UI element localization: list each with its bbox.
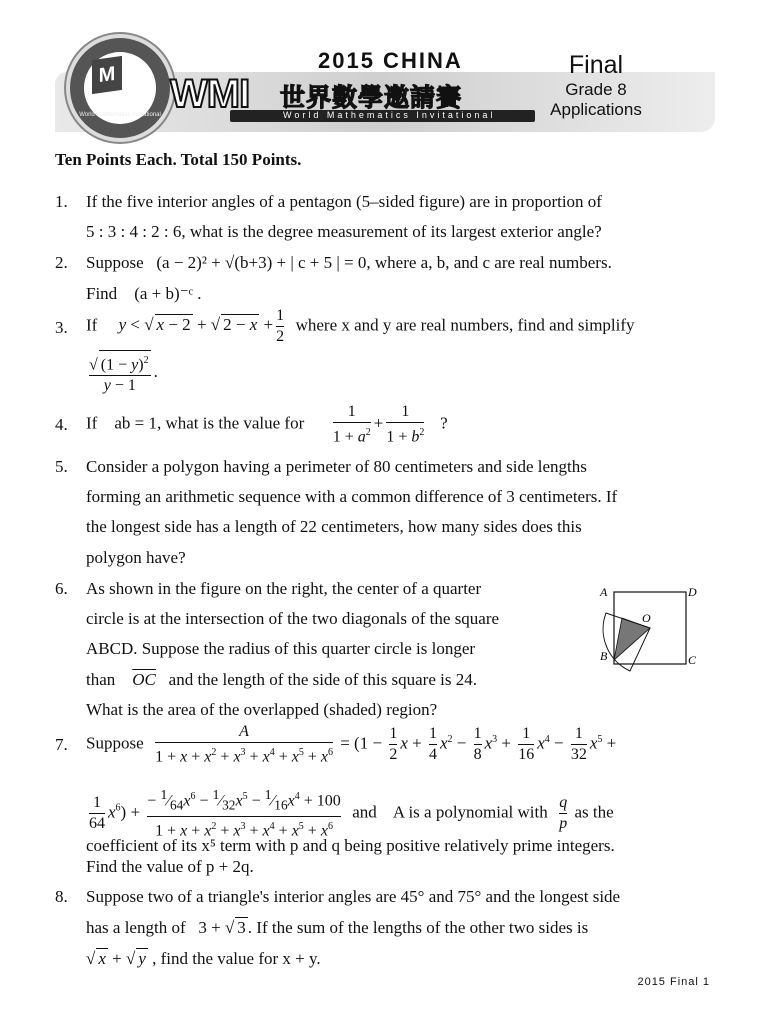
logo-ring-text: World Mathematics Invitational <box>79 112 161 118</box>
q7-line3: coefficient of its x⁵ term with p and q being positive relatively prime integers. <box>86 836 615 855</box>
q7-number: 7. <box>55 735 68 754</box>
q5-line2: forming an arithmetic sequence with a common difference of 3 centimeters. If <box>86 487 618 506</box>
q6-line2: circle is at the intersection of the two diagonals of the square <box>86 609 500 628</box>
q5-number: 5. <box>55 457 68 476</box>
header-chinese-title: 世界數學邀請賽 <box>280 83 463 112</box>
q2-find-expression: (a + b)⁻ᶜ . <box>134 284 202 303</box>
header-year: 2015 CHINA <box>318 48 463 73</box>
header-wmi: WMI <box>170 72 250 116</box>
q7-line1: Suppose $\frac{A}{1 + x + x^2 + x^3 + x^4 + x^5 + x^6}$ = (1 − $\frac{1}{2}$ x + $\frac{1}{4}$ $x^2$ − $\frac{1}{8}$ $x^3$ + $\frac{1}{16}$ $x^4$ − $\frac{1}{32}$ $x^5$ + <box>86 723 617 766</box>
q5-line1: Consider a polygon having a perimeter of 80 centimeters and side lengths <box>86 457 587 476</box>
header-info <box>540 50 652 120</box>
q7-line4: Find the value of p + 2q. <box>86 857 254 876</box>
q3-line2: $\frac{√ (1 - y)^2}{y - 1}$ . <box>86 350 158 396</box>
q2-expression: (a − 2)² + √(b+3) + | c + 5 | = 0 <box>156 253 367 272</box>
q1-number: 1. <box>55 192 68 211</box>
label-d: D <box>688 585 697 599</box>
q5-line3: the longest side has a length of 22 centimeters, how many sides does this <box>86 517 582 536</box>
label-b: B <box>600 649 608 663</box>
page-footer: 2015 Final 1 <box>637 976 710 988</box>
q7-line2: $\frac{1}{64}$ $x^6$) + $\frac{- ^1⁄_{64}x^6 - ^1⁄_{32}x^5 - ^1⁄_{16}x^4 + 100}{1 + x + x^2 + x^3 + x^4 + x^5 + x^6}$ and A is a polynomial with $\frac{q}{p}$ as the <box>89 788 614 839</box>
wmi-logo <box>70 38 170 138</box>
header-subtitle: World Mathematics Invitational <box>283 110 496 120</box>
q1-line2: 5 : 3 : 4 : 2 : 6, what is the degree measurement of its largest exterior angle? <box>86 222 602 241</box>
q4-line1: If ab = 1, what is the value for $\frac{1}{1 + a^2}$ + $\frac{1}{1 + b^2}$ ? <box>86 403 448 446</box>
q1-line1: If the five interior angles of a pentagon (5–sided figure) are in proportion of <box>86 192 602 211</box>
label-o: O <box>642 611 651 625</box>
q8-line2: has a length of 3 + √ 3 . If the sum of the lengths of the other two sides is <box>86 918 589 937</box>
q8-line3: √ x + √ y , find the value for x + y. <box>86 949 321 968</box>
q2-line1: Suppose (a − 2)² + √(b+3) + | c + 5 | = 0, where a, b, and c are real numbers. <box>86 253 612 272</box>
q6-line1: As shown in the figure on the right, the center of a quarter <box>86 579 482 598</box>
q2-number: 2. <box>55 253 68 272</box>
q5-line4: polygon have? <box>86 548 186 567</box>
q6-line3: ABCD. Suppose the radius of this quarter circle is longer <box>86 639 476 658</box>
q6-number: 6. <box>55 579 68 598</box>
q6-line5: What is the area of the overlapped (shaded) region? <box>86 700 438 719</box>
q8-number: 8. <box>55 887 68 906</box>
q3-fraction: $\frac{√ (1 - y)^2}{y - 1}$ <box>89 350 151 396</box>
section-heading: Ten Points Each. Total 150 Points. <box>55 150 302 169</box>
q2-line2: Find (a + b)⁻ᶜ . <box>86 284 202 303</box>
q8-line1: Suppose two of a triangle's interior angles are 45° and 75° and the longest side <box>86 887 621 906</box>
q3-number: 3. <box>55 318 68 337</box>
label-c: C <box>688 653 697 667</box>
paper-label: Applications <box>550 100 642 119</box>
round-label: Final <box>568 51 624 79</box>
q6-line4: than $\overline{OC}$ and the length of the side of this square is 24. <box>86 670 477 689</box>
label-a: A <box>600 585 608 599</box>
q3-line1: If y < √ x − 2 + √ 2 − x + $\frac{1}{2}$ where x and y are real numbers, find and simplify <box>86 307 635 345</box>
logo-cube-icon: M <box>92 56 122 94</box>
q3-inequality: y < √ x − 2 + √ 2 − x + <box>118 315 274 335</box>
q6-figure <box>590 580 710 680</box>
grade-label: Grade 8 <box>565 80 627 99</box>
q4-number: 4. <box>55 415 68 434</box>
